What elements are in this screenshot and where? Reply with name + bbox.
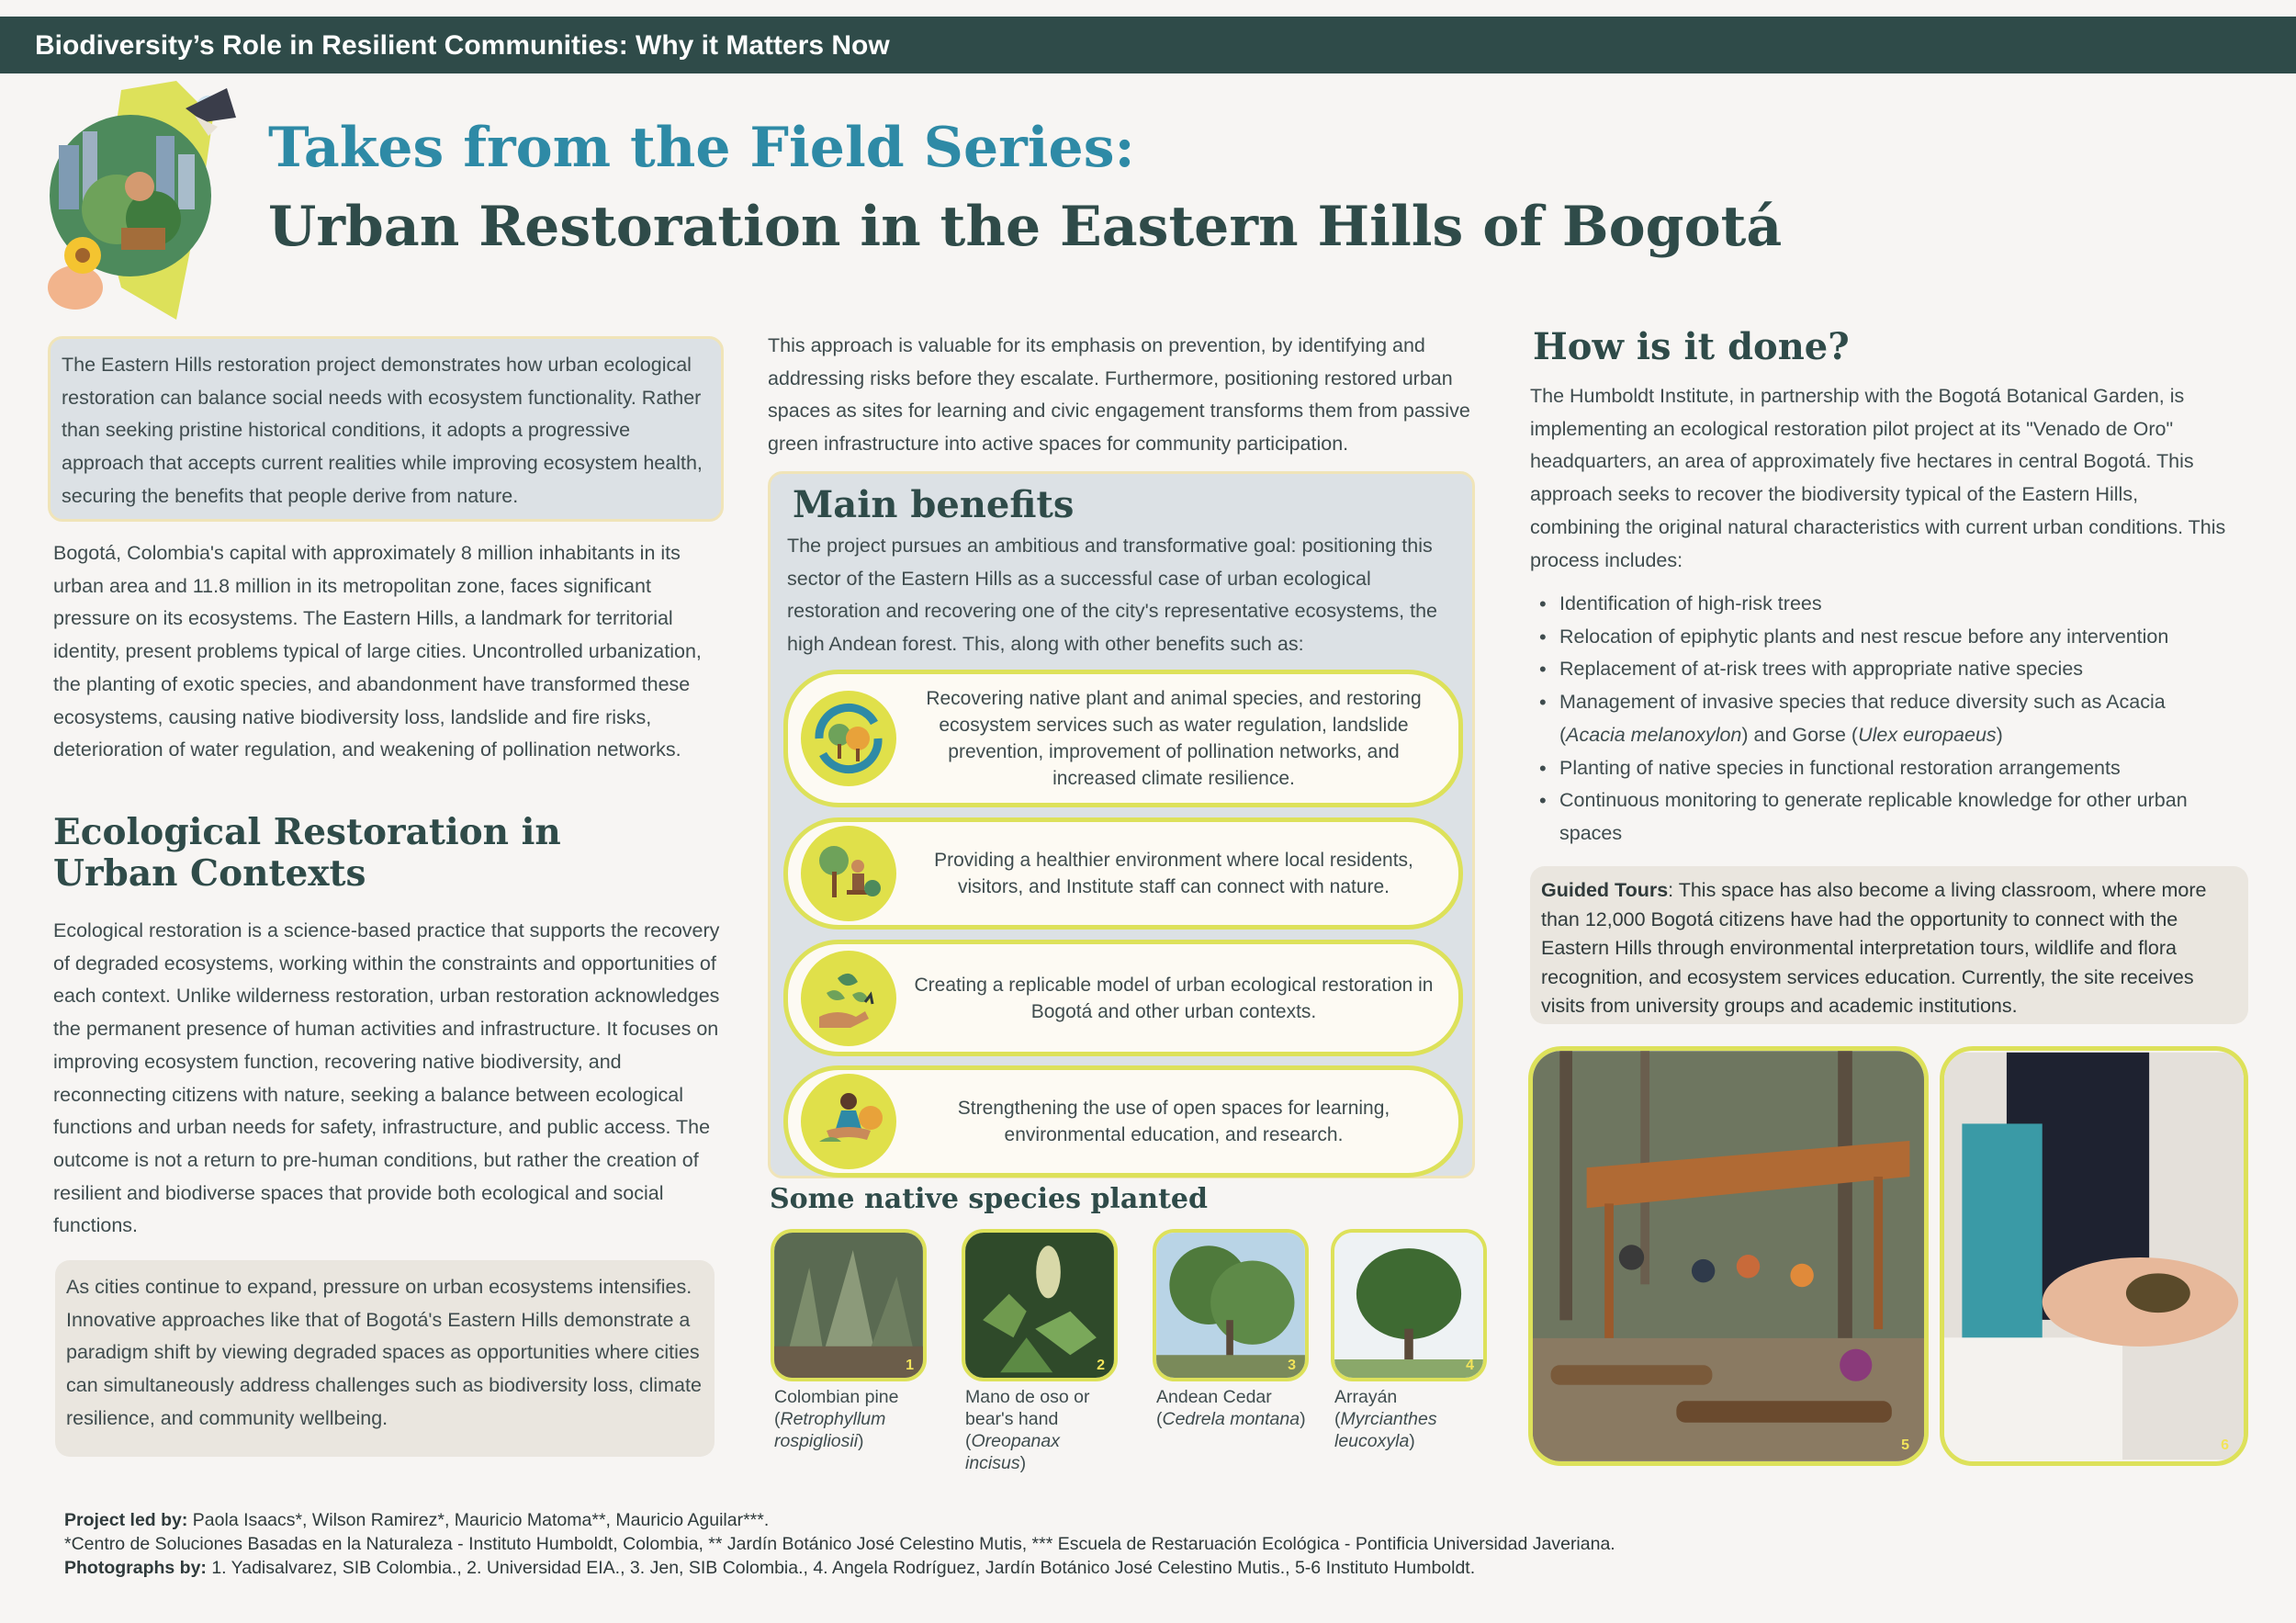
page-title: Urban Restoration in the Eastern Hills of Bogotá	[268, 195, 1783, 259]
list-item: • Identification of high-risk trees	[1530, 588, 2228, 621]
series-logo-illustration	[39, 81, 250, 329]
benefit-text: Recovering native plant and animal species, and restoring ecosystem services such as water regulation, landslide prevention, improvement of pollination networks, and increased climate resilience.	[926, 688, 1422, 789]
species-card	[962, 1229, 1118, 1474]
intro-text: The Eastern Hills restoration project demonstrates how urban ecological restoration can balance social needs with ecosystem functionality. Rather than seeking pristine historical conditions, it adopts a progressive approach that accepts current realities while improving ecosystem health, securing the benefits that people derive from nature.	[62, 354, 703, 507]
prevention-paragraph: This approach is valuable for its emphasis on prevention, by identifying and addressing risks before they escalate. Furthermore, positioning restored urban spaces as sites for learning and civic engagement transforms them from passive green infrastructure into active spaces for community participation.	[768, 334, 1470, 456]
species-caption: Colombian pine (Retrophyllum rospigliosii)	[774, 1387, 899, 1451]
credits-footer	[64, 1508, 2250, 1580]
forest-cycle-icon	[801, 691, 896, 786]
main-benefits-panel	[768, 471, 1475, 1178]
ecological-restoration-paragraph: Ecological restoration is a science-based practice that supports the recovery of degraded ecosystems, working within the constraints and opportunities of each context. Unlike wilderness restoration, urban restoration acknowledges the permanent presence of human activities and infrastructure. It focuses on improving ecosystem function, recovering native biodiversity, and reconnecting citizens with nature, seeking a balance between ecological functions and urban needs for safety, infrastructure, and public access. The outcome is not a return to pre-human conditions, but rather the creation of resilient and biodiverse spaces that provide both ecological and social functions.	[53, 919, 720, 1237]
field-photo	[1528, 1046, 1929, 1466]
field-photo	[1940, 1046, 2248, 1466]
header-banner	[0, 17, 2296, 73]
benefit-text: Creating a replicable model of urban ecological restoration in Bogotá and other urban contexts.	[914, 974, 1434, 1022]
species-photo	[1153, 1229, 1309, 1381]
series-title: Takes from the Field Series:	[268, 116, 1135, 180]
species-card	[771, 1229, 927, 1452]
photo-number: 3	[1288, 1358, 1296, 1373]
species-scientific-name: Retrophyllum rospigliosii	[774, 1409, 886, 1451]
bogota-context-paragraph: Bogotá, Colombia's capital with approximately 8 million inhabitants in its urban area and 11.8 million in its metropolitan zone, faces significant pressure on its ecosystems. The Eastern Hills, a landmark for territorial identity, present problems typical of large cities. Uncontrolled urbanization, the planting of exotic species, and abandonment have transformed these ecosystems, causing native biodiversity loss, landslide and fire risks, deterioration of water regulation, and weakening of pollination networks.	[53, 542, 702, 761]
affiliations-line: *Centro de Soluciones Basadas en la Naturaleza - Instituto Humboldt, Colombia, ** Jardín Botánico José Celestino Mutis, *** Escuela de Restaruación Ecológica - Pontificia Universidad Javeriana.	[64, 1534, 1615, 1554]
photo-number: 6	[2221, 1437, 2229, 1453]
main-benefits-heading: Main benefits	[793, 483, 1075, 526]
species-common-name: Colombian pine	[774, 1387, 899, 1407]
photo-number: 1	[906, 1358, 914, 1373]
project-leads-line	[64, 1508, 2250, 1532]
scientific-name: Acacia melanoxylon	[1566, 723, 1742, 746]
photo-credits-label: Photographs by:	[64, 1558, 207, 1578]
benefit-item	[783, 817, 1463, 930]
intro-box	[48, 336, 724, 522]
list-item-text: )	[1996, 723, 2003, 746]
species-common-name: Andean Cedar	[1156, 1387, 1272, 1407]
cities-callout-box	[55, 1260, 715, 1457]
photo-number: 4	[1466, 1358, 1474, 1373]
how-is-it-done-heading: How is it done?	[1533, 325, 1850, 368]
species-photo	[962, 1229, 1118, 1381]
person-in-nature-icon	[801, 826, 896, 921]
photo-credits-line	[64, 1556, 2250, 1580]
species-card	[1153, 1229, 1309, 1430]
benefit-item	[783, 670, 1463, 807]
benefit-text: Strengthening the use of open spaces for learning, environmental education, and research.	[957, 1098, 1390, 1145]
species-photo	[1331, 1229, 1487, 1381]
how-is-it-done-paragraph: The Humboldt Institute, in partnership with the Bogotá Botanical Garden, is implementing an ecological restoration pilot project at its "Venado de Oro" headquarters, an area of approximately five hectares in central Bogotá. This approach seeks to recover the biodiversity typical of the Eastern Hills, combining the original natural characteristics with current urban conditions. This process includes:	[1530, 385, 2226, 571]
ecological-restoration-heading: Ecological Restoration in Urban Contexts	[53, 811, 561, 895]
species-common-name: Arrayán	[1334, 1387, 1398, 1407]
list-item: • Planting of native species in functional restoration arrangements	[1530, 752, 2228, 785]
photo-number: 2	[1097, 1358, 1105, 1373]
species-scientific-name: Oreopanax incisus	[965, 1431, 1060, 1473]
project-leads-text: Paola Isaacs*, Wilson Ramirez*, Mauricio Matoma**, Mauricio Aguilar***.	[187, 1510, 770, 1530]
list-item: • Continuous monitoring to generate replicable knowledge for other urban spaces	[1530, 784, 2228, 850]
list-item: • Replacement of at-risk trees with appropriate native species	[1530, 653, 2228, 686]
species-scientific-name: Myrcianthes leucoxyla	[1334, 1409, 1437, 1451]
hand-plant-icon	[801, 951, 896, 1046]
project-leads-label: Project led by:	[64, 1510, 188, 1530]
species-caption: Mano de oso or bear's hand (Oreopanax incisus)	[965, 1387, 1090, 1473]
scientific-name: Ulex europaeus	[1858, 723, 1997, 746]
benefit-item	[783, 1065, 1463, 1178]
list-item-text: Management of invasive species that reduce diversity such as Acacia (	[1559, 691, 2166, 746]
species-photo	[771, 1229, 927, 1381]
guided-tours-text: : This space has also become a living classroom, where more than 12,000 Bogotá citizens have had the opportunity to connect with the Eastern Hills through environmental interpretation tours, wildlife and flora recognition, and ecosystem services education. Currently, the site receives visits from university groups and academic institutions.	[1541, 879, 2207, 1017]
photo-credits-text: 1. Yadisalvarez, SIB Colombia., 2. Universidad EIA., 3. Jen, SIB Colombia., 4. Angela Rodríguez, Jardín Botánico José Celestino Mutis., 5-6 Instituto Humboldt.	[206, 1558, 1476, 1578]
list-item	[1530, 686, 2228, 751]
main-benefits-intro: The project pursues an ambitious and transformative goal: positioning this sector of the Eastern Hills as a successful case of urban ecological restoration and recovering one of the city's representative ecosystems, the high Andean forest. This, along with other benefits such as:	[787, 535, 1437, 656]
species-caption: Andean Cedar (Cedrela montana)	[1156, 1387, 1306, 1429]
benefit-item	[783, 940, 1463, 1056]
guided-tours-box	[1530, 866, 2248, 1024]
process-list	[1530, 588, 2228, 851]
species-card	[1331, 1229, 1487, 1452]
cities-callout-text: As cities continue to expand, pressure on urban ecosystems intensifies. Innovative approaches like that of Bogotá's Eastern Hills demonstrate a paradigm shift by viewing degraded spaces as opportunities where cities can simultaneously address challenges such as biodiversity loss, climate resilience, and community wellbeing.	[66, 1276, 702, 1429]
meditation-icon	[801, 1074, 896, 1169]
benefit-text: Providing a healthier environment where local residents, visitors, and Institute staff can connect with nature.	[934, 850, 1413, 897]
species-scientific-name: Cedrela montana	[1162, 1409, 1300, 1429]
list-item: • Relocation of epiphytic plants and nest rescue before any intervention	[1530, 621, 2228, 654]
species-common-name: Mano de oso or bear's hand	[965, 1387, 1090, 1429]
photo-number: 5	[1901, 1437, 1909, 1453]
guided-tours-label: Guided Tours	[1541, 879, 1669, 901]
species-caption: Arrayán (Myrcianthes leucoxyla)	[1334, 1387, 1437, 1451]
list-item-text: ) and Gorse (	[1741, 723, 1859, 746]
banner-text: Biodiversity’s Role in Resilient Communities: Why it Matters Now	[35, 30, 890, 61]
native-species-heading: Some native species planted	[770, 1183, 1208, 1215]
